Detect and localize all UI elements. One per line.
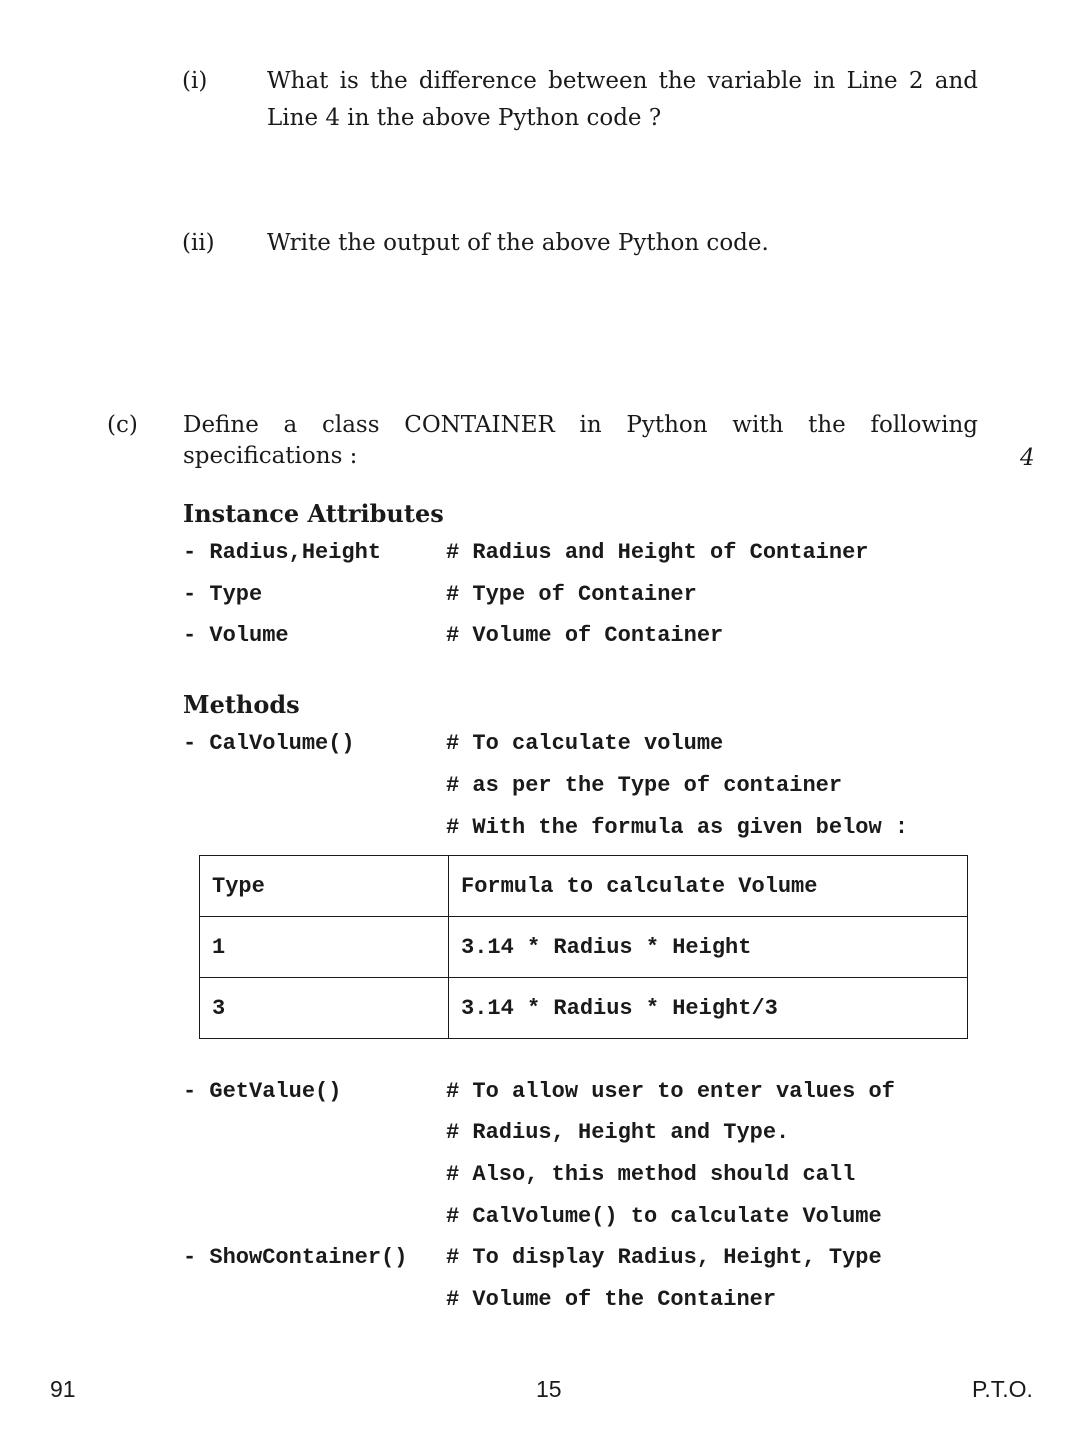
method-comment: # To calculate volume [446,731,724,756]
attr-comment: # Volume of Container [446,623,724,648]
pto-label: P.T.O. [972,1376,1033,1402]
method-comment: # Radius, Height and Type. [446,1120,790,1145]
attr-comment: # Type of Container [446,582,697,607]
table-cell-formula: 3.14 * Radius * Height [449,917,968,978]
table-header-formula: Formula to calculate Volume [449,856,968,917]
attr-name: - Type [183,582,263,607]
table-cell-type: 3 [200,978,449,1039]
instance-attributes-heading: Instance Attributes [183,499,444,528]
question-i-label: (i) [182,68,208,94]
table-row [200,917,968,978]
question-ii-text: Write the output of the above Python code. [267,230,769,256]
footer-code: 91 [50,1376,76,1402]
question-c-label: (c) [107,412,138,438]
method-comment: # To display Radius, Height, Type [446,1245,882,1270]
question-i-line2: Line 4 in the above Python code ? [267,105,662,131]
question-i-line1: What is the difference between the variable in Line 2 and [267,68,978,94]
attr-comment: # Radius and Height of Container [446,540,869,565]
method-comment: # CalVolume() to calculate Volume [446,1204,882,1229]
method-comment: # as per the Type of container [446,773,843,798]
method-comment: # With the formula as given below : [446,815,909,840]
question-c-line2: specifications : [183,443,358,469]
method-comment: # Also, this method should call [446,1162,856,1187]
method-name: - ShowContainer() [183,1245,408,1270]
method-name: - GetValue() [183,1079,342,1104]
methods-heading: Methods [183,690,300,719]
attr-name: - Radius,Height [183,540,382,565]
table-header-row [200,856,968,917]
method-comment: # To allow user to enter values of [446,1079,895,1104]
question-ii-label: (ii) [182,230,215,256]
marks: 4 [1020,445,1035,471]
table-cell-type: 1 [200,917,449,978]
attr-name: - Volume [183,623,289,648]
table-header-type: Type [200,856,449,917]
method-comment: # Volume of the Container [446,1287,777,1312]
method-name: - CalVolume() [183,731,355,756]
table-cell-formula: 3.14 * Radius * Height/3 [449,978,968,1039]
formula-table [199,855,968,1039]
question-c-line1: Define a class CONTAINER in Python with the following [183,412,978,438]
page-number: 15 [536,1376,562,1402]
table-row [200,978,968,1039]
